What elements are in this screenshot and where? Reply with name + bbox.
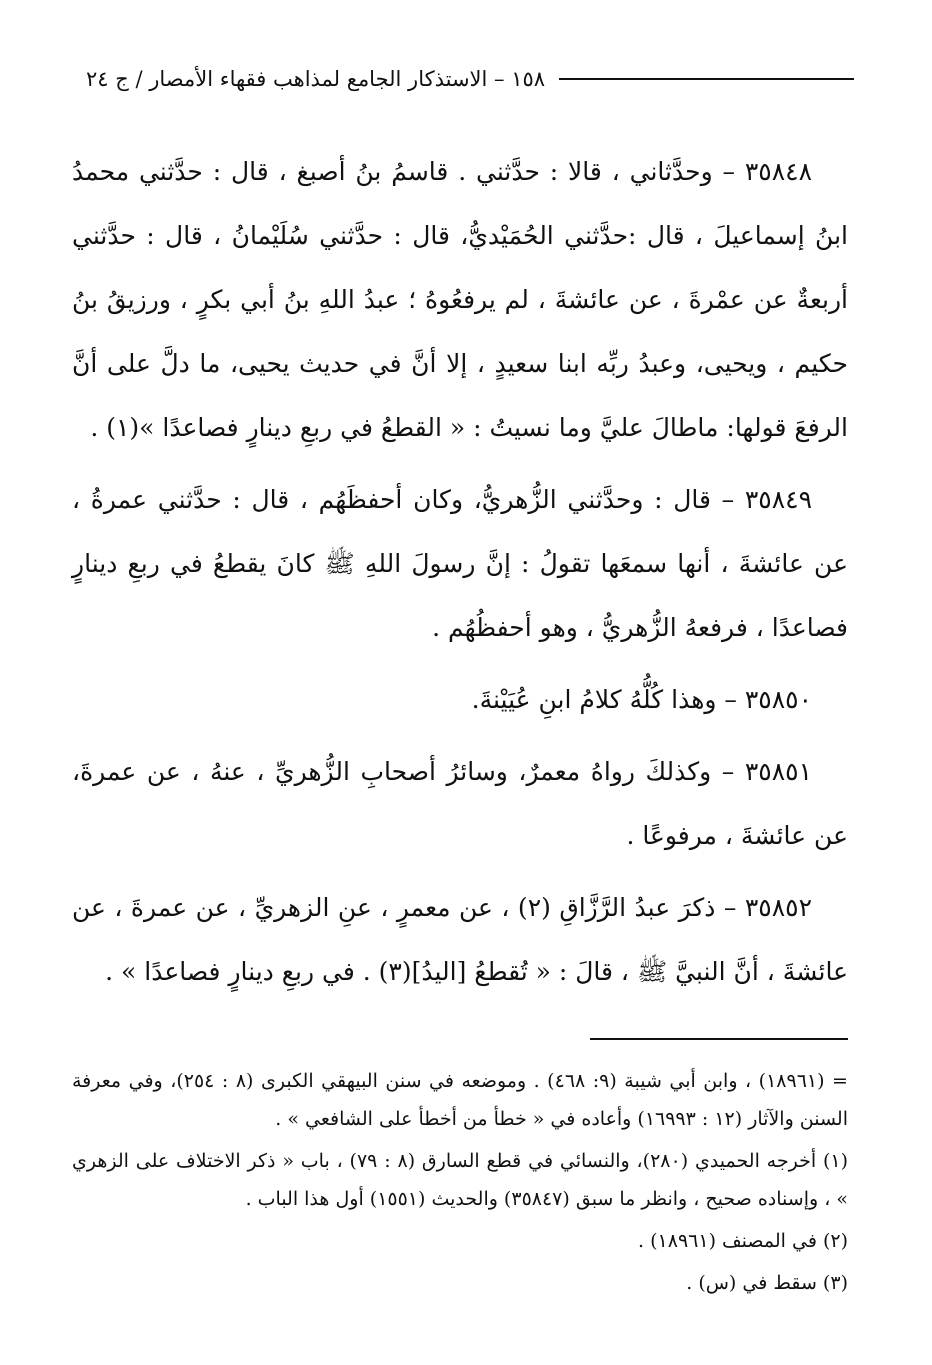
footnote-continuation: = (١٨٩٦١) ، وابن أبي شيبة (٩: ٤٦٨) . وموضعه في سنن البيهقي الكبرى (٨ : ٢٥٤)، وفي معرفة السنن والآثار (١٢ : ١٦٩٩٣) وأعاده في « خطأ من أخطأ على الشافعي » . xyxy=(72,1070,848,1130)
paragraph-number: ٣٥٨٥٢ xyxy=(744,893,812,922)
paragraph-35849 xyxy=(72,468,848,660)
paragraph-number: ٣٥٨٥٠ xyxy=(744,685,812,714)
paragraph-number: ٣٥٨٥١ xyxy=(744,757,812,786)
running-head-text: ١٥٨ – الاستذكار الجامع لمذاهب فقهاء الأمصار / ج ٢٤ xyxy=(86,67,546,91)
footnotes xyxy=(72,1062,848,1306)
paragraph-text: – وهذا كُلُّهُ كلامُ ابنِ عُيَيْنةَ. xyxy=(471,685,737,714)
footnote-separator xyxy=(590,1038,848,1040)
main-text xyxy=(72,140,848,1012)
paragraph-text: – قال : وحدَّثني الزُّهريُّ، وكان أحفظَهُم ، قال : حدَّثني عمرةُ ، عن عائشةَ ، أنها سمعَها تقولُ : إنَّ رسولَ اللهِ ﷺ كانَ يقطعُ في ربعِ دينارٍ فصاعدًا ، فرفعهُ الزُّهريُّ ، وهو أحفظُهُم . xyxy=(72,485,848,642)
paragraph-text: – وكذلكَ رواهُ معمرٌ، وسائرُ أصحابِ الزُّهريِّ ، عنهُ ، عن عمرةَ، عن عائشةَ ، مرفوعًا . xyxy=(72,757,848,850)
paragraph-35851 xyxy=(72,740,848,868)
paragraph-number: ٣٥٨٤٩ xyxy=(744,485,812,514)
paragraph-35852 xyxy=(72,876,848,1004)
footnote-2: (٢) في المصنف (١٨٩٦١) . xyxy=(638,1230,848,1252)
paragraph-35850 xyxy=(72,668,848,732)
paragraph-number: ٣٥٨٤٨ xyxy=(744,157,812,186)
paragraph-text: – ذكرَ عبدُ الرَّزَّاقِ (٢) ، عن معمرٍ ، عنِ الزهريِّ ، عن عمرةَ ، عن عائشةَ ، أنَّ النبيَّ ﷺ ، قالَ : « تُقطعُ [اليدُ](٣) . في ربعِ دينارٍ فصاعدًا » . xyxy=(72,893,848,986)
paragraph-35848 xyxy=(72,140,848,460)
running-head xyxy=(86,62,854,96)
footnote-1: (١) أخرجه الحميدي (٢٨٠)، والنسائي في قطع السارق (٨ : ٧٩) ، باب « ذكر الاختلاف على الزهري » ، وإسناده صحيح ، وانظر ما سبق (٣٥٨٤٧) والحديث (١٥٥١) أول هذا الباب . xyxy=(72,1150,849,1210)
footnote-3: (٣) سقط في (س) . xyxy=(686,1272,848,1294)
paragraph-text: – وحدَّثاني ، قالا : حدَّثني . قاسمُ بنُ أصبغ ، قال : حدَّثني محمدُ ابنُ إسماعيلَ ، قال :حدَّثني الحُمَيْديُّ، قال : حدَّثني سُلَيْمانُ ، قال : حدَّثني أربعةٌ عن عمْرةَ ، عن عائشةَ ، لم يرفعُوهُ ؛ عبدُ اللهِ بنُ أبي بكرٍ ، ورزيقُ بنُ حكيم ، ويحيى، وعبدُ ربِّه ابنا سعيدٍ ، إلا أنَّ في حديث يحيى، ما دلَّ على أنَّ الرفعَ قولها: ماطالَ عليَّ وما نسيتُ : « القطعُ في ربعِ دينارٍ فصاعدًا »(١) . xyxy=(72,157,848,442)
header-rule xyxy=(559,78,854,80)
